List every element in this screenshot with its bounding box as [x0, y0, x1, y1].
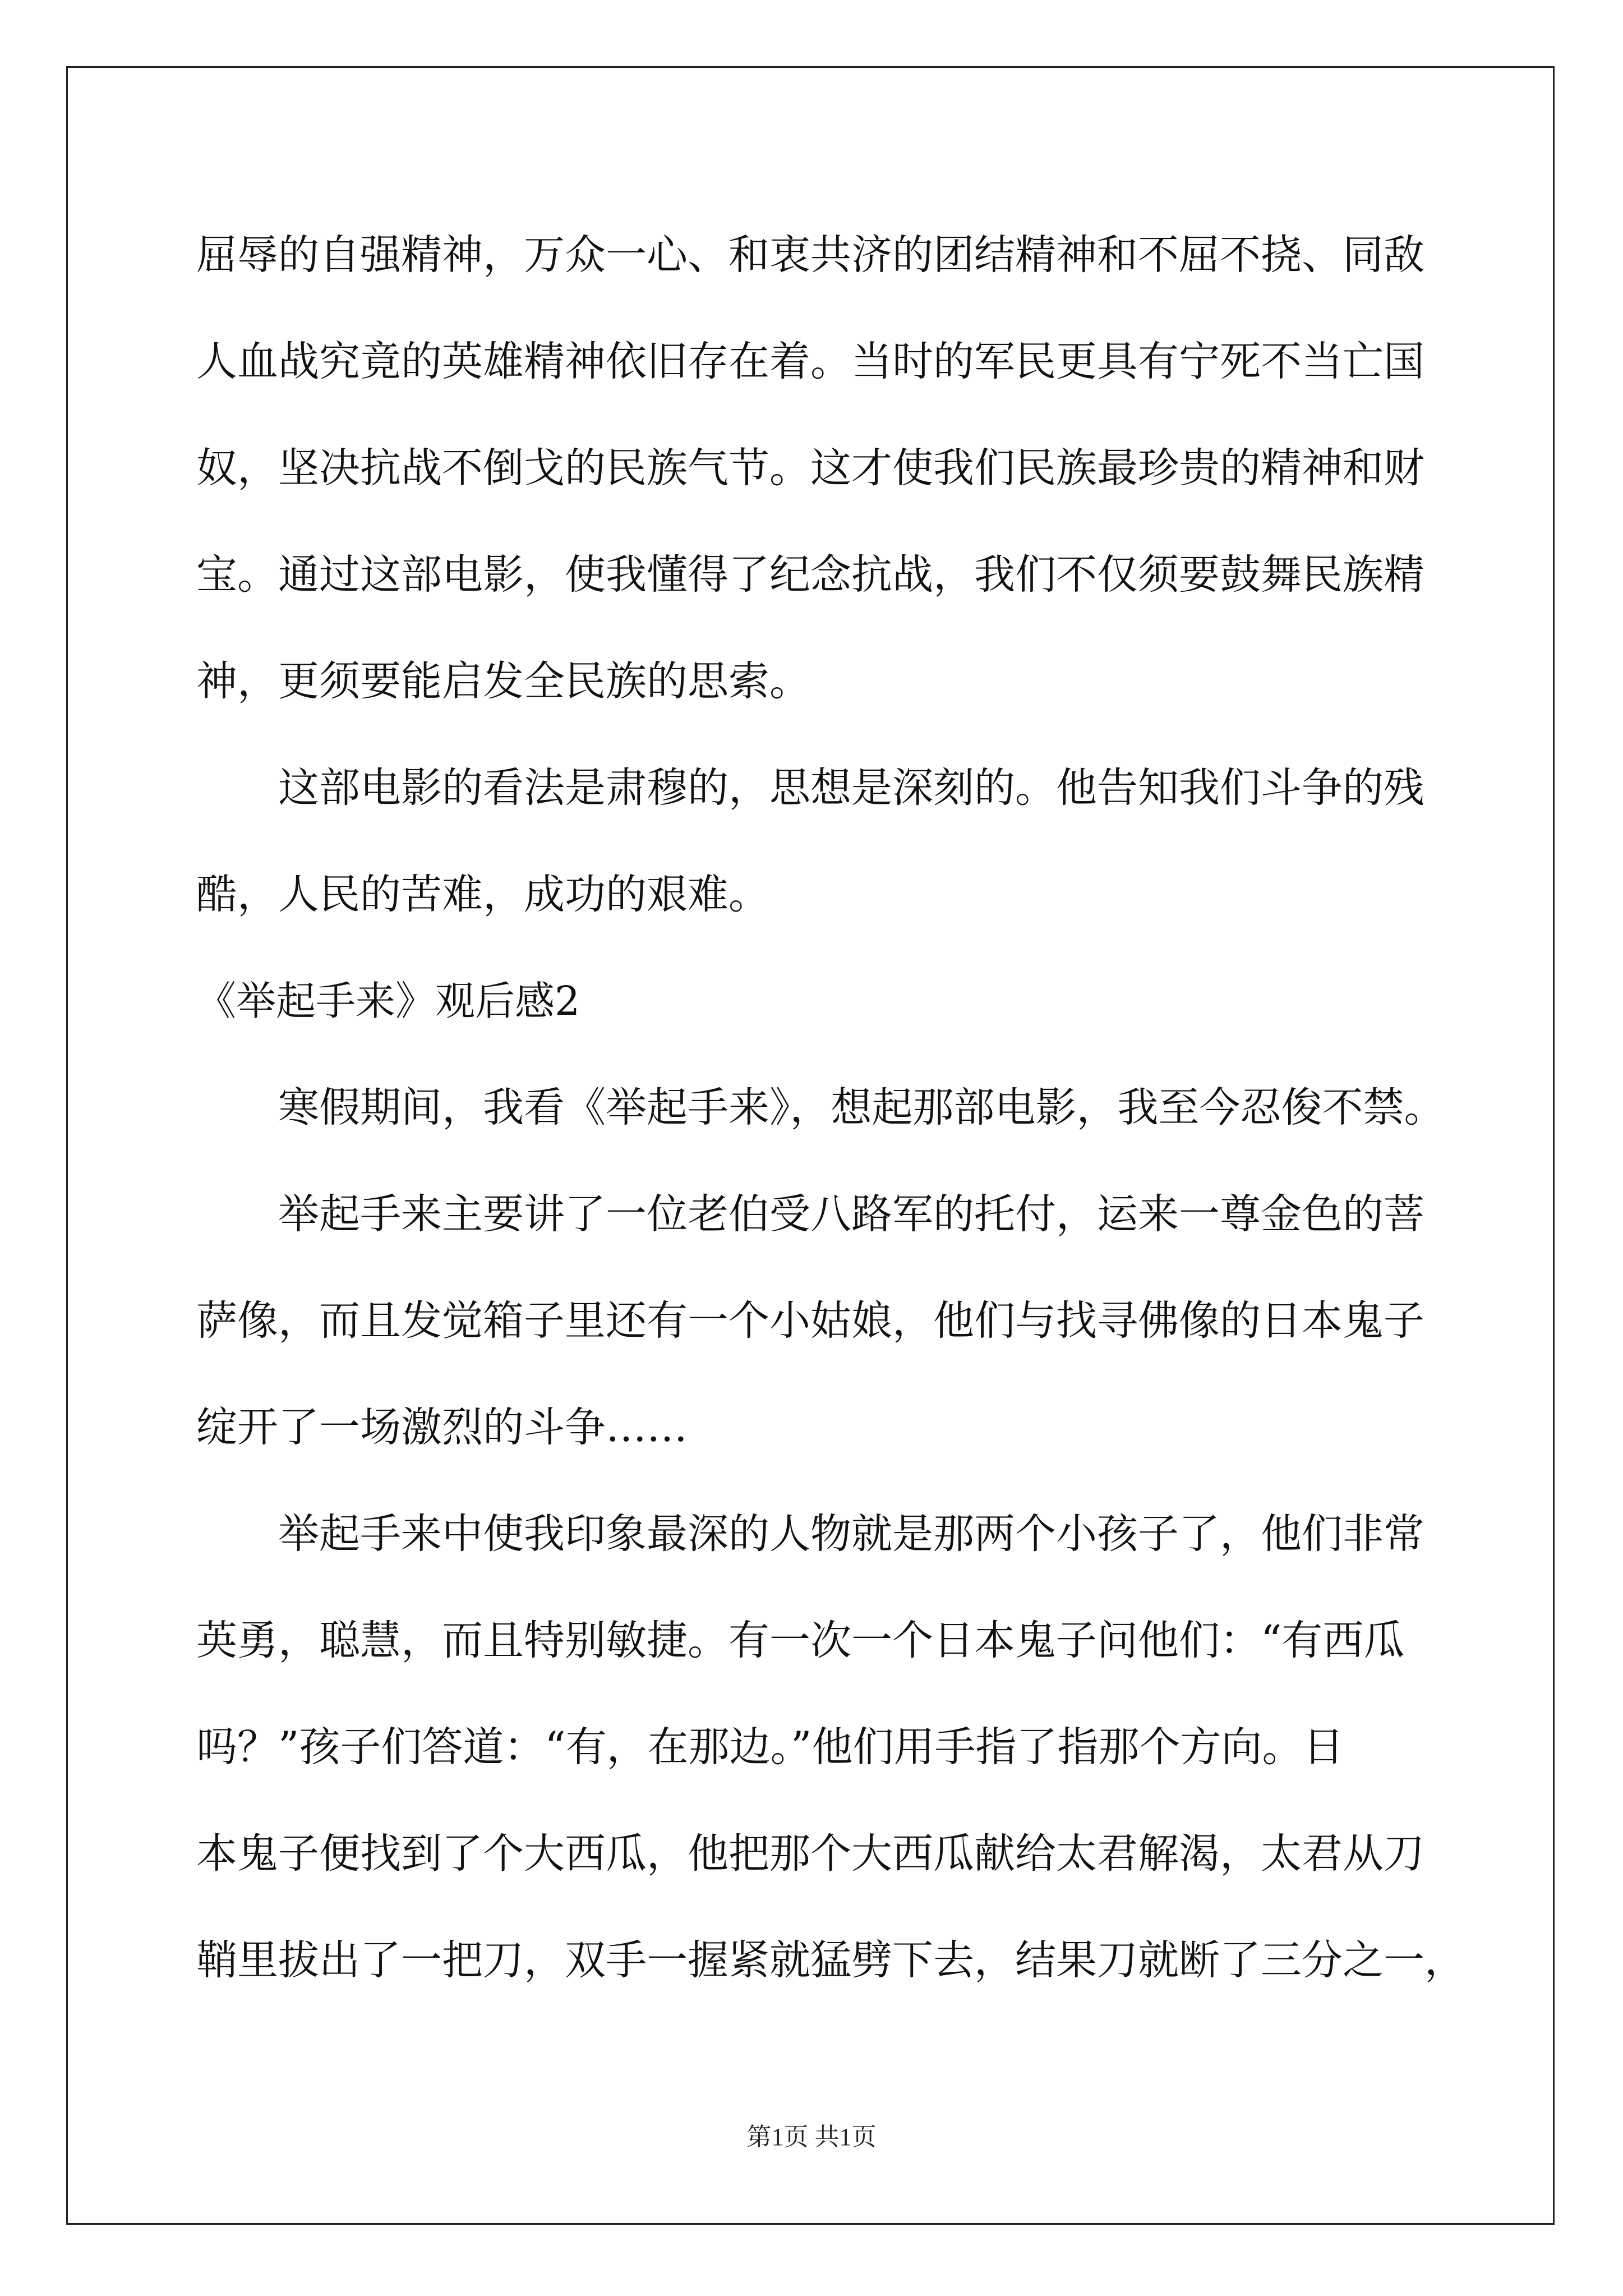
document-body — [196, 202, 1465, 2014]
text-line: 萨像，而且发觉箱子里还有一个小姑娘，他们与找寻佛像的日本鬼子 — [196, 1297, 1424, 1345]
text-line: 英勇，聪慧，而且特别敏捷。有一次一个日本鬼子问他们：“有西瓜 — [196, 1617, 1405, 1664]
text-line: 神，更须要能启发全民族的思索。 — [196, 657, 810, 705]
text-line: 绽开了一场激烈的斗争…… — [196, 1404, 688, 1451]
text-line: 宝。通过这部电影，使我懂得了纪念抗战，我们不仅须要鼓舞民族精 — [196, 551, 1424, 599]
text-line: 人血战究竟的英雄精神依旧存在着。当时的军民更具有宁死不当亡国 — [196, 338, 1424, 385]
text-line: 奴，坚决抗战不倒戈的民族气节。这才使我们民族最珍贵的精神和财 — [196, 444, 1424, 492]
page-footer: 第1页 共1页 — [746, 2123, 877, 2151]
paragraph-start-line: 举起手来中使我印象最深的人物就是那两个小孩子了，他们非常 — [278, 1510, 1424, 1558]
text-line: 本鬼子便找到了个大西瓜，他把那个大西瓜献给太君解渴，太君从刀 — [196, 1830, 1424, 1878]
text-line: 吗？”孩子们答道：“有，在那边。”他们用手指了指那个方向。日 — [196, 1723, 1344, 1771]
paragraph-start-line: 举起手来主要讲了一位老伯受八路军的托付，运来一尊金色的菩 — [278, 1190, 1424, 1238]
text-line: 酷，人民的苦难，成功的艰难。 — [196, 871, 769, 918]
paragraph-start-line: 寒假期间，我看《举起手来》，想起那部电影，我至今忍俊不禁。 — [278, 1084, 1445, 1131]
section-heading: 《举起手来》观后感2 — [196, 978, 580, 1024]
text-line: 屈辱的自强精神，万众一心、和衷共济的团结精神和不屈不挠、同敌 — [196, 231, 1424, 279]
text-line: 鞘里拔出了一把刀，双手一握紧就猛劈下去，结果刀就断了三分之一， — [196, 1936, 1465, 1984]
paragraph-start-line: 这部电影的看法是肃穆的，思想是深刻的。他告知我们斗争的残 — [278, 764, 1424, 812]
